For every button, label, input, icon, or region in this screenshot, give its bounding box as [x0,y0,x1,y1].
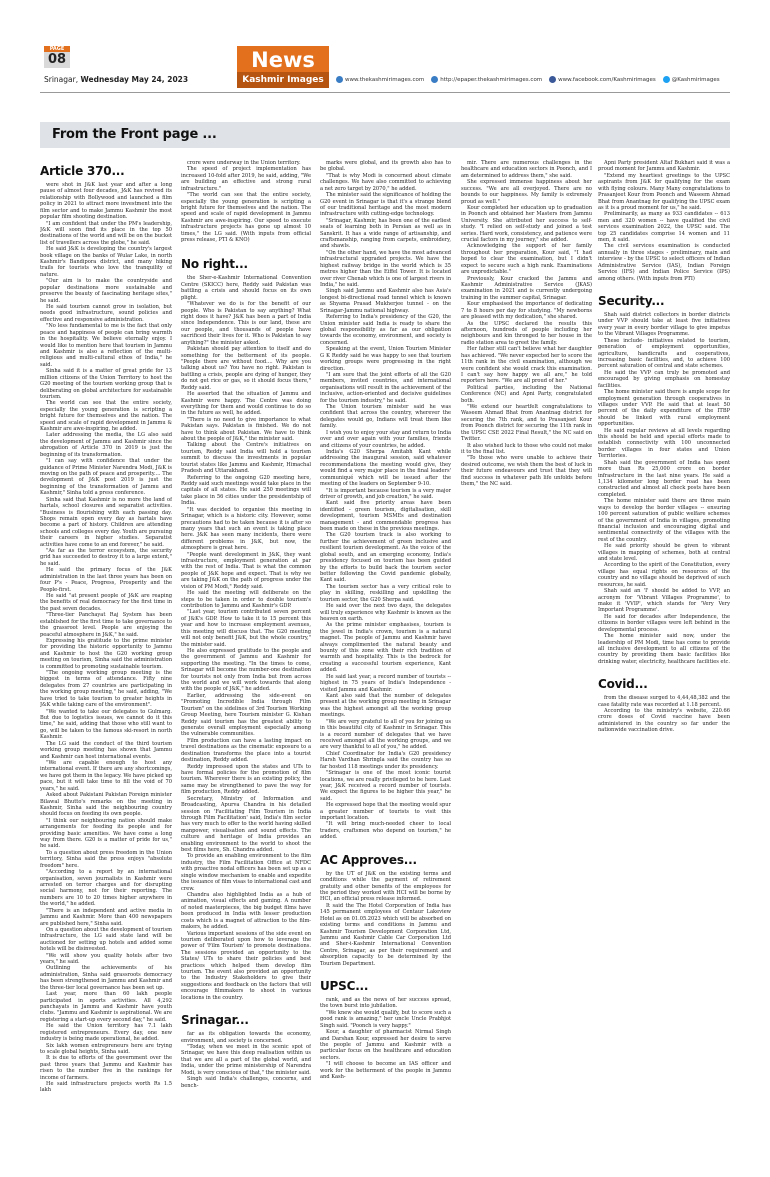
facebook-link[interactable] [549,76,656,83]
paragraph: "I will choose to become an IAS officer and work for the betterment of the people in Jammu and Kash- [320,1061,451,1081]
paragraph: Preliminarily, as many as 933 candidates -- 613 men and 320 women -- have qualified the civil services examination 2022, the UPSC said. The top 25 candidates comprise 14 women and 11 men, it said. [598,211,730,244]
paragraph: Earlier, addressing the side-event on "Promoting Incredible India through Film Tourism" on the sidelines of 3rd Tourism Working Group Meeting, here Tourism minister G. Kishan Reddy said tourism has the greatest ability to generate overall employment especially among the vulnerable communities. [181,692,311,738]
paragraph: Chandra also highlighted India as a hub of animation, visual effects and gaming. A number of noted masterpieces, the big budget films have been produced in India with lesser production costs which is a magnet of attraction to the film-makers, he added. [181,891,311,931]
paragraph: "We extend our heartfelt congratulations to Waseem Ahmad Bhat from Anantnag district for securing the 7th rank, and to Prasanjeet Kour from Poonch district for securing the 11th rank in the UPSC CSE 2022 Final Result," the NC said on Twitter. [461,404,592,443]
paragraph: Kour completed her education up to graduation in Poonch and obtained her Masters from Jammu University. She attributed her success to self-study. "I relied on self-study and joined a test series. Hard work, consistency, and patience were crucial factors in my journey," she added. [461,204,592,244]
paragraph: "To those who were unable to achieve their desired outcome, we wish them the best of luck in their future endeavours and trust that they will find success in whatever path life unfolds before them," the NC said. [461,455,592,488]
paragraph: Her father still can't believe what her daughter has achieved. "We never expected her to score the 11th rank in the civil examination, although we were confident she would crack this examination. I can't say how happy we all are," he told reporters here. "We are all proud of her." [461,346,592,385]
paragraph: On a question about the development of tourism infrastructure, the LG said state land will be auctioned for setting up hotels and added some hotels will be disinvested. [40,926,172,953]
paragraph: Chief Coordinator for India's G20 presidency Harsh Vardhan Shringla said the country has so far hosted 118 meetings under its presidency. [320,750,451,770]
paragraph: He said the Union territory has 7.1 lakh registered entrepreneurs. Every day, one new industry is being made operational, he added. [40,1023,172,1043]
banner-title: From the Front page ... [52,127,217,142]
paragraph: "That is why Modi is concerned about climate challenges. We have also committed to achieving a net zero target by 2070," he added. [320,172,451,192]
web-links [336,76,720,83]
paragraph: These include- initiatives related to tourism, generation of employment opportunities, agriculture, handicrafts and cooperatives, increasing basic facilities, and, to achieve 100 percent saturation of central and state schemes. [598,337,730,370]
headline-ac-approves: AC Approves... [320,852,417,867]
paragraph: Expressing his gratitude to the prime minister for providing the historic opportunity to Jammu and Kashmir to host the G20 working group meeting on tourism, Sinha said the administration is committed to promoting sustainable tourism. [40,637,172,670]
paragraph: He said infrastructure projects worth Rs 1.5 lakh [40,1081,172,1094]
paragraph: He said "at present people of J&K are reaping the benefits of real democracy for the first time in the past seven decades. [40,593,172,612]
paragraph: Sinha said it is a matter of great pride for 13 million citizens of the Union Territory to host the G20 meeting of the tourism working group that is deliberating on global architecture for sustainable tourism. [40,368,172,400]
paragraph: crore were underway in the Union territory. [187,160,301,166]
paragraph: Outlining the achievements of his administration, Sinha said grassroots democracy has been strengthened in Jammu and Kashmir and the three-tier local governance has been set up. [40,965,172,991]
epaper-link[interactable] [431,76,542,83]
paragraph: "It was decided to organise this meeting in Srinagar, which is a historic city. However, some precautions had to be taken because it is after so many years that such an event is taking place here. J&K has seen many incidents, there were different problems in J&K, but now, the atmosphere is great here. [181,506,311,552]
paragraph: Previously, Kour cracked the Jammu and Kashmir Administrative Service (JKAS) examination in 2021 and is currently undergoing training in the summer capital, Srinagar. [461,275,592,301]
paragraph: "Today, when we meet in the scenic spot of Srinagar, we have this deep realisation within us that we are all a part of the global world, and India, under the prime ministership of Narendra Modi, is very conscious of that," the minister said. [181,1044,311,1076]
paragraph: To provide an enabling environment to the film industry, the Film Facilitation Office at NFDC with proactive nodal officers has been set up as a single window mechanism to enable and expedite the issuance of film visas to international cast and crew. [181,853,311,892]
upsc-continued-2 [598,160,730,282]
paragraph: Shah said an 'I' should be added to VVP, an acronym for 'Vibrant Villages Programme', to make it 'VVIP', which stands for 'Very Very Important Programme'. [598,588,730,614]
paragraph: "People want development in J&K, they want infrastructure, employment generation at par with the rest of India. That is what the common people of J&K hope and expect. That is why we are taking J&K on the path of progress under the vision of PM Modi," Reddy said. [181,551,311,590]
paragraph: The speed of project implementation has increased 10-fold after 2019, he said, adding, "We are building an effective and strong rural infrastructure." [181,166,311,192]
paragraph: Kour emphasised the importance of dedicating 7 to 8 hours per day for studying. "My newborns are pleased with my dedication," she shared. [461,301,592,321]
paragraph: He said J&K is developing the country's largest book village on the banks of Wular Lake, in north Kashmir's Bandipora district, and many hiking trails for tourists who love the tranquility of nature. [40,246,172,278]
header-divider [40,92,730,93]
covid-body [598,695,730,734]
paragraph: Referring to India's presidency of the G20, the Union minister said India is ready to share the global responsibility as far as our obligation towards the economy, environment, and society is concerned. [320,314,451,346]
ac-approves-body [320,871,451,967]
paragraph: marks were global, and its growth also has to be global. [320,160,451,173]
headline-security: Security... [598,294,665,309]
paragraph: Film production can have a lasting impact on travel destinations as the cinematic exposure to a destination transforms the place into a tourist destination, Reddy added. [181,737,311,764]
paragraph: "There is no need to give importance to what Pakistan says. Pakistan is finished. We do not have to think about Pakistan. We have to think about the people of J&K," the minister said. [181,416,311,443]
dateline-date: Wednesday May 24, 2023 [80,75,189,84]
paragraph: "We knew she would qualify, but to score such a good rank is amazing," her uncle Uncle Prabhjot Singh said. "Poonch is very happy." [320,1009,451,1029]
paragraph: The minister said the significance of holding the G20 event in Srinagar is that it's a strange blend of our traditional heritage and the most modern infrastructure with cutting-edge technology. [320,192,451,218]
paragraph: "I think our neighbouring nation should make arrangements for feeding its people and for providing basic amenities. We have come a long way from there. G20 is a matter of pride for us," he said. [40,817,172,850]
paragraph: Acknowledging the support of her family throughout her preparation, Kour said, "I had hoped to clear the examination, but I didn't expect to secure such a high rank. Examinations are unpredictable." [461,243,592,276]
paragraph: "The world can see that the entire society, especially the young generation is scripting a bright future for themselves and the nation. The speed and scale of rapid development in Jammu Kashmir are awe-inspiring. Our speed to execute infrastructure projects has gone up almost 10 times," the LG said. (With inputs from official press release, PTI & KNO) [181,192,311,244]
paragraph: "As far as the terror ecosystem, the security grid has succeeded to destroy it to a large extent," he said. [40,548,172,567]
paragraph: "We will show you quality hotels after two years," he said. [40,952,172,966]
paragraph: He said the primary focus of the J&K administration in the last three years has been on four P's - Peace, Progress, Prosperity and the People-first. [40,567,172,593]
paragraph: He said for decades after Independence, the citizens in border villages were left behind in the developmental process. [598,613,730,633]
paragraph: "It is important because tourism is a very major driver of growth, and job creation," he said. [320,487,451,500]
website-link[interactable] [336,76,424,83]
brand-title: News [251,48,315,72]
paragraph: "I am sure that the joint efforts of all the G20 members, invited countries, and international organisations will result in the achievement of the inclusive, action-oriented and decisive guidelines for the tourism industry," he said. [320,371,451,404]
section-banner [40,122,730,148]
paragraph: Reddy impressed upon the states and UTs to have formal policies for the promotion of film tourism. Wherever there is an existing policy, the same may be strengthened to pave the way for film production, Reddy added. [181,763,311,796]
epaper-link-text: http://epaper.thekashmirimages.com [440,76,543,83]
paragraph: He said priority should be given to vibrant villages in mapping of schemes, both at central and state level. [598,543,730,563]
page-label: PAGE [44,46,70,52]
paragraph: "I am confident that under the PM's leadership, J&K will soon find its place in the top 50 destinations of the world and will be on the bucket list of travellers across the globe," he said. [40,220,172,246]
paragraph: from the disease surged to 4,44,48,382 and the case fatality rate was recorded at 1.18 percent. [598,695,730,708]
website-link-text: www.thekashmirimages.com [345,76,425,83]
paragraph: As the prime minister emphasises, tourism is the jewel in India's crown, tourism is a natural magnet. The people of Jammu and Kashmir have always complimented the natural beauty and bounty of this zone with their rich tradition of warmth and hospitality. This is the bedrock for creating a successful tourism experience, Kant added. [320,622,451,674]
paragraph: Kour, a daughter of pharmacist Nirmal Singh and Darshan Kour, expressed her desire to serve the people of Jammu and Kashmir with a particular focus on the healthcare and education sectors. [320,1029,451,1061]
paragraph: The home minister said now, under the leadership of PM Modi, time has come to provide all inclusive development to all citizens of the country by providing them basic facilities like drinking water, electricity, healthcare facilities etc. [598,633,730,665]
paragraph: Political parties, including the National Conference (NC) and Apni Party, congratulated both. [461,384,592,404]
srinagar-continued [320,160,451,841]
paragraph: Sinha said that Kashmir is no more the land of hartals, school closures and separatist activities. "Business is flourishing with each passing day. Shops remain open every day as hartals have become a part of history. Children are attending schools and colleges every day. Youth are pursuing their careers in higher studies. Separatist activities have come to an end forever," he said. [40,496,172,548]
paragraph: He said the meeting will deliberate on the steps to be taken in order to double tourism's contribution to Jammu and Kashmir's GDP. [181,590,311,609]
paragraph: "We wanted to take our delegates to Gulmarg. But due to logistics issues, we cannot do it this time," he said, adding that those who still want to go, will be taken to the famous ski-resort in north Kashmir. [40,708,172,741]
paragraph: Shah said district collectors in border districts under VVP should take at least five initiatives every year in every border village to give impetus to the Vibrant Villages Programme. [598,312,730,338]
brand-subtitle: Kashmir Images [237,72,329,88]
page-number: 08 [44,52,70,68]
column-2 [181,160,311,1140]
paragraph: Secretary, Ministry of Information and Broadcasting, Apurva Chandra in his detailed session on 'Facilitating Film Tourism in India through Film Facilitation' said, India's film sector has very much to offer to the world having skilled manpower, visualisation and sound effects. The culture and heritage of India provides an enabling environment to the world to shoot the best films here, Sh. Chandra added. [181,795,311,854]
paragraph: The G20 tourism track is also working to further the achievement of green inclusive and resilient tourism development. As the voice of the global south, and an emerging economy, India's presidency focused on tourism has been guided by the efforts to build back the tourism sector better following the Covid pandemic globally, Kant said. [320,532,451,584]
article-370-body [40,182,172,1094]
paragraph: He said over the next two days, the delegates will truly experience why Kashmir is known as the heaven on earth. [320,603,451,622]
paragraph: "The ongoing working group meeting is the biggest in terms of attendance. Fifty nine delegates from 27 countries are participating in the working group meeting," he said, adding, "We have tried to take tourism to greater heights in J&K while taking care of the environment". [40,670,172,709]
paragraph: Pakistan should pay attention to itself and do something for the betterment of its people. "People there are without food.... Why are you talking about us? You have no right. Pakistan is battling a crisis, people are dying of hunger, they do not get rice or gas, so it should focus there," Reddy said. [181,346,311,391]
headline-article-370: Article 370... [40,164,125,178]
headline-srinagar: Srinagar... [181,1013,249,1028]
paragraph: far as its obligation towards the economy, environment, and society is concerned. [181,1031,311,1044]
paragraph: Kant said five priority areas have been identified - green tourism, digitalisation, skill development, tourism MSMEs and destination management - and commendable progress has been made on these in the previous meetings. [320,500,451,533]
headline-covid: Covid... [598,677,648,692]
paragraph: mir. There are numerous challenges in the healthcare and education sectors in Poonch, and I am determined to address them," she said. [461,160,592,179]
security-body [598,312,730,665]
paragraph: As the UPSC declared the results this afternoon, hundreds of people including her neighbours and kin thronged to her house in the radio station area to greet the family. [461,320,592,346]
paragraph: "I can say with confidence that under the guidance of Prime Minister Narendra Modi, J&K is moving on the path of peace and prosperity.... The development of J&K post 2019 is just the beginning of the transformation of Jammu and Kashmir," Sinha told a press conference. [40,458,172,497]
paragraph: It also wished luck to those who could not make it to the final list. [461,442,592,455]
paragraph: To a question about press freedom in the Union territory, Sinha said the press enjoys "absolute freedom" here. [40,849,172,869]
paragraph: He expressed hope that the meeting would spur a greater number of tourists to visit this important location. [320,802,451,822]
twitter-link[interactable] [663,76,720,83]
paragraph: Shah said the government of India has spent more than Rs 25,000 crore on border infrastructure in the last nine years. He said a 1,134 kilometer long border road has been constructed and almost all check posts have been completed. [598,459,730,498]
column-3 [320,160,451,1140]
section-brand [237,46,329,88]
paragraph: The tourism sector has a very critical role to play in skilling, reskilling and upskilling the tourism sector, the G20 Sherpa said. [320,583,451,603]
paragraph: "Srinagar, Kashmir, has been one of the earliest seats of learning both in Persian as well as in Sanskrit. It has a wide range of artisanship, and craftsmanship, ranging from carpets, embroidery, and shawls. [320,217,451,250]
paragraph: It is due to efforts of the government over the past three years that Jammu and Kashmir has risen to the number five in the rankings for income of farmers. [40,1055,172,1081]
twitter-link-text: @Kashmirimages [671,76,720,83]
globe-icon [431,76,438,83]
column-5 [598,160,730,1140]
paragraph: "We are very grateful to all of you for joining us in this beautiful city of Kashmir in Srinagar. This is a record number of delegates that we have received amongst all the working groups, and we are very thankful to all of you," he added. [320,718,451,751]
twitter-icon [663,76,670,83]
paragraph: "Last year, tourism contributed seven percent of J&K's GDP. How to take it to 15 percent this year and how to increase employment avenues, this meeting will discuss that. The G20 meeting will not only benefit J&K, but the whole country," the minister said. [181,609,311,648]
paragraph: Apni Party president Altaf Bukhari said it was a proud moment for Jammu and Kashmir. [598,160,730,173]
paragraph: Singh said Jammu and Kashmir also has Asia's longest bi-directional road tunnel which is known as Shyama Prasad Mukherjee tunnel - on the Srinagar-Jammu national highway. [320,288,451,314]
upsc-body [320,997,451,1080]
dateline [44,75,188,84]
paragraph: Last year, more than 60 lakh people participated in sports activities. All 4,292 panchayats in Jammu and Kashmir have youth clubs. "Jammu and Kashmir is aspirational. We are registering a start-up every second day," he said. [40,991,172,1023]
paragraph: Singh said India's challenges, concerns, and bench- [181,1076,311,1089]
column-1 [40,160,172,1140]
upsc-continued [461,160,592,488]
paragraph: Asked about Pakistani Pakistan Foreign minister Bilawal Bhutto's remarks on the meeting in Kashmir, Sinha said the neighbouring country should focus on feeding its own people. [40,792,172,818]
paragraph: According to the spirit of the Constitution, every village has equal rights on resources of the country and no village should be deprived of such resources, he said. [598,562,730,588]
paragraph: "According to a report by an international organisation, seven journalists in Kashmir were arrested on terror charges and for disrupting social harmony, not for their reporting. The numbers are 10 to 20 times higher anywhere in the world," he added. [40,869,172,908]
paragraph: It said the The Hotel Corporation of India has 145 permanent employees of Centaur Lakeview Hotel as on 01.05.2023 which will be absorbed on existing terms and conditions in Jammu and Kashmir Tourism Development Corporation Ltd, Jammu and Kashmir Cable Car Corporation Ltd and Sher-i-Kashmir International Convention Centre, Srinagar, as per their requirement and absorption capacity to be determined by the Tourism Department. [320,902,451,967]
paragraph: "Srinagar is one of the most iconic tourist locations, we are really privileged to be here. Last year, J&K received a record number of tourists. We expect the figures to be higher this year," he said. [320,770,451,802]
paragraph: Talking about the Centre's initiatives on tourism, Reddy said India will hold a tourism summit to discuss the investments in popular tourist states like Jammu and Kashmir, Himachal Pradesh and Uttarakhand. [181,442,311,475]
paragraph: "No less fundamental to me is the fact that only peace and happiness of people can bring warmth in the hospitality. We believe eternally enjoy. I would like to mention here that tourism in Jammu and Kashmir is also a reflection of the multi-religious and multi-cultural ethos of India," he said. [40,323,172,368]
paragraph: According to the ministry's website, 220.66 crore doses of Covid vaccine have been administered in the country so far under the nationwide vaccination drive. [598,708,730,734]
headline-no-right: No right... [181,257,248,272]
paragraph: "Extend my heartiest greetings to the UPSC aspirants from J&K for qualifying for the exam with flying colours. Many Many congratulations to Prasanjeet Kour from Poonch and Waseem Ahmad Bhat from Anantnag for qualifying the UPSC exam as it is a proud moment for us," he said. [598,172,730,211]
paragraph: Speaking at the event, Union Tourism Minister G K Reddy said he was happy to see that tourism working groups were progressing in the right direction. [320,346,451,372]
paragraph: Six lakh women entrepreneurs here are trying to scale global heights, Sinha said. [40,1042,172,1055]
paragraph: He said tourism cannot grow in isolation, but needs good infrastructure, sound policies and effective and responsive administration. [40,304,172,323]
paragraph: "There is an independent and active media in Jammu and Kashmir. More than 400 newspapers are published here," Sinha said. [40,907,172,927]
globe-icon [336,76,343,83]
paragraph: The home minister said there are three main ways to develop the border villages -- ensuring 100 percent saturation of public welfare schemes of the government of India in villages, promoting financial inclusion and encouraging digital and sentimental connectivity of the villages with the rest of the country. [598,498,730,543]
paragraph: He said the VVP can truly be promoted and encouraged by giving emphasis on homestay facilities. [598,369,730,389]
column-4 [461,160,592,1140]
facebook-link-text: www.facebook.com/Kashmirimages [558,76,656,83]
paragraph: The Union tourism minister said he was confident that across the country, wherever the delegates would go, Indians will treat them like family. [320,404,451,430]
paragraph: "Three-tier Panchayat Raj System has been established for the first time to take governance to the grassroot level. People are enjoying the peaceful atmosphere in J&K," he said. [40,612,172,638]
paragraph: He also expressed gratitude to the people and the government of Jammu and Kashmir for supporting the meeting. "In the times to come, Srinagar will become the number-one destination for tourists not only from India but from across the world and we will work towards that along with the people of J&K," he added. [181,647,311,693]
paragraph: Various important sessions of the side event on tourism deliberated upon how to leverage the power of 'Film Tourism' to promote destinations. The sessions provided an opportunity to the States/ UTs to share their policies and best practices which helped them develop film tourism. The event also provided an opportunity to the Industry Stakeholders to give their suggestions and feedback on the factors that will encourage filmmakers to shoot in various locations in the country. [181,930,311,1001]
paragraph: He said last year, a record number of tourists -- highest in 75 years of India's Independence - visited Jammu and Kashmir. [320,673,451,693]
paragraph: The civil services examination is conducted annually in three stages - preliminary, main and interview - by the UPSC to select officers of Indian Administrative Service (IAS), Indian Foreign Service (IFS) and Indian Police Service (IPS) among others. (With inputs from PTI) [598,243,730,282]
paragraph: Kant also said that the number of delegates present at the working group meeting in Srinagar was the highest amongst all the working group meetings. [320,693,451,719]
paragraph: She expressed immense happiness about her success. "We are all overjoyed. There are no bounds to our happiness. My family is extremely proud as well." [461,179,592,205]
paragraph: The LG said the conduct of the third tourism working group meeting has shown that Jammu and Kashmir can host international events. [40,740,172,760]
paragraph: "Whatever we do is for the benefit of our people. Who is Pakistan to say anything? What right does it have? J&K has been a part of India since Independence. This is our land, these are our people, and thousands of people have sacrificed their lives for it. Who is Pakistan to say anything?" the minister asked. [181,301,311,346]
no-right-body [181,275,311,1001]
paragraph: by the UT of J&K on the existing terms and conditions while the payment of retirement gratuity and other benefits of the employees for the period they worked with HCI will be borne by HCI, an official press release informed. [320,870,451,903]
paragraph: rank, and as the news of her success spread, the town burst into jubilation. [320,997,451,1010]
paragraph: The world can see that the entire society, especially the young generation is scripting a bright future for themselves and the nation. The speed and scale of rapid development in Jammu & Kashmir are awe-inspiring, he added. [40,400,172,433]
paragraph: He asserted that the situation of Jammu and Kashmir were happy. The Centre was doing everything for them and would continue to do so in the future as well, he added. [181,391,311,417]
article-370-continued [181,160,311,243]
paragraph: "We are capable enough to host any international event. If there are any shortcomings, we have got them in the legacy. We have picked up pace, but it will take time to fill the void of 70 years," he said. [40,759,172,792]
paragraph: I wish you to enjoy your stay and return to India over and over again with your families, friends and citizens of your countries, he added. [320,429,451,449]
paragraph: "On the other hand, we have the most advanced infrastructural upgraded projects. We have the highest railway bridge in the world which is 35 metres higher than the Eiffel Tower. It is located over river Chenab which is one of largest rivers in India," he said. [320,249,451,289]
facebook-icon [549,76,556,83]
paragraph: India's G20 Sherpa Amitabh Kant while addressing the inaugural session, said whatever recommendations the meeting would give, they would find a very major place in the final leaders' communiqué which will be issued after the meeting of the leaders on September 9-10. [320,448,451,488]
paragraph: the Sher-e-Kashmir International Convention Centre (SKICC) here, Reddy said Pakistan was battling a crisis and should focus on its own plight. [181,275,311,301]
srinagar-body [181,1031,311,1089]
paragraph: He said regular reviews at all levels regarding this should be held and special efforts made to establish connectivity with 100 unconnected border villages in four states and Union Territories. [598,427,730,460]
paragraph: were shot in J&K last year and after a long pause of almost four decades, J&K has revived its relationship with Bollywood and launched a film policy in 2021 to attract more investment into the film sector and to make Jammu Kashmir the most popular film shooting destination. [40,182,172,221]
paragraph: "Our aim is to make the countryside and popular destinations more sustainable and preserve the beauty of fascinating heritage sites," he said. [40,278,172,304]
paragraph: Referring to the ongoing G20 meeting here, Reddy said such meetings would take place in the capitals of all states. He said 250 meetings will take place in 56 cities under the presidentship of India. [181,474,311,507]
paragraph: Later addressing the media, the LG also said the development of Jammu and Kashmir since the abrogation of Article 370 in 2019 is just the beginning of its transformation. [40,432,172,458]
paragraph: The home minister said there is ample scope for employment generation through cooperatives in villages under VVP. He said that at least 50 percent of the daily expenditure of the ITBP should be linked with rural employment opportunities. [598,389,730,428]
headline-upsc: UPSC... [320,979,369,994]
dateline-city: Srinagar, [44,75,79,84]
paragraph: "It will bring much-needed cheer to local traders, craftsmen who depend on tourism," he added. [320,821,451,841]
masthead [0,0,770,96]
